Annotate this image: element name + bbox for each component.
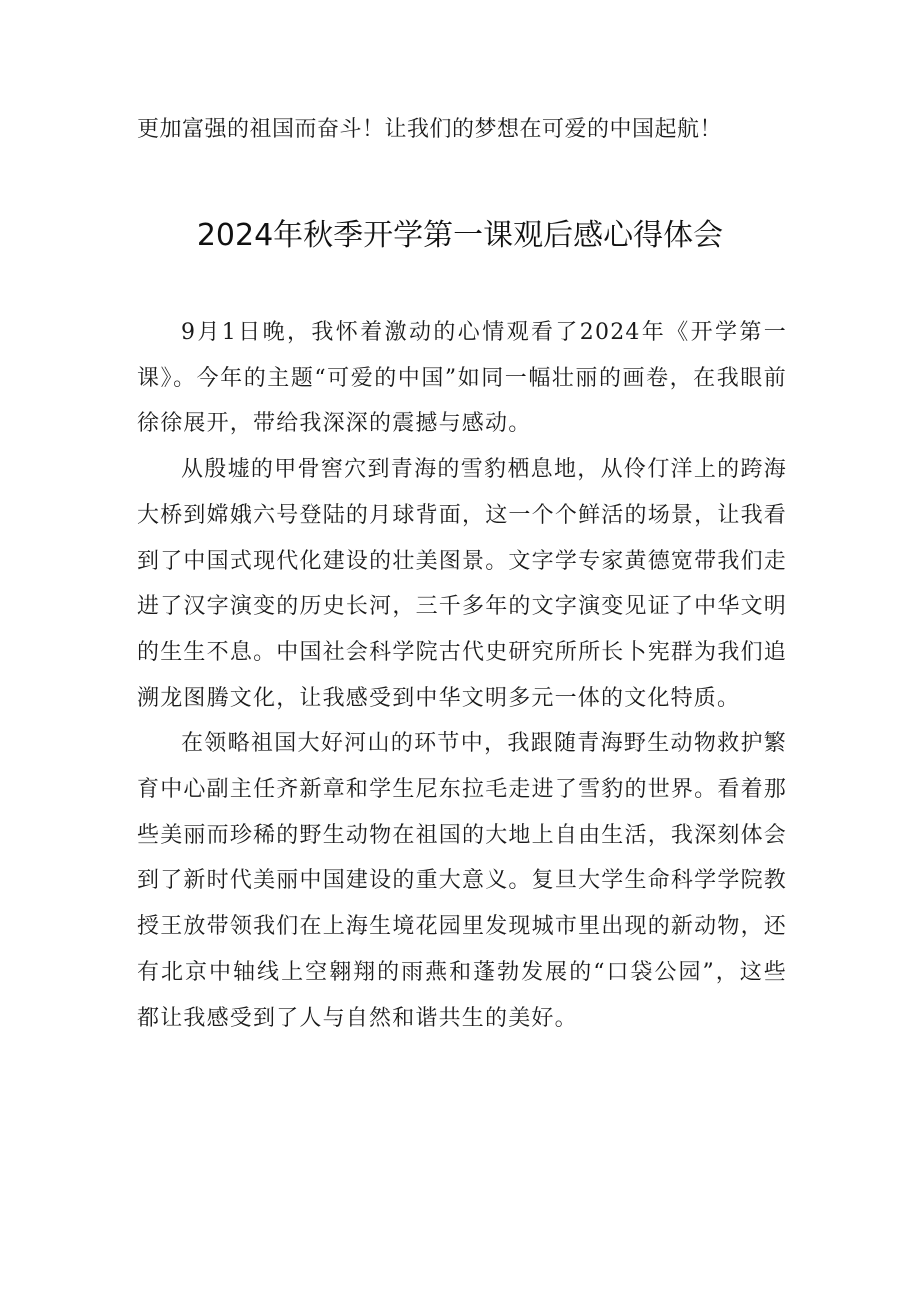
document-title: 2024年秋季开学第一课观后感心得体会 <box>196 218 724 253</box>
paragraph: 从殷墟的甲骨窖穴到青海的雪豹栖息地，从伶仃洋上的跨海大桥到嫦娥六号登陆的月球背面，这一个个鲜活的场景，让我看到了中国式现代化建设的壮美图景。文字学专家黄德宽带我们走进了汉字演变的历史长河，三千多年的文字演变见证了中华文明的生生不息。中国社会科学院古代史研究所所长卜宪群为我们追溯龙图腾文化，让我感受到中华文明多元一体的文化特质。 <box>137 457 787 711</box>
paragraph: 在领略祖国大好河山的环节中，我跟随青海野生动物救护繁育中心副主任齐新章和学生尼东拉毛走进了雪豹的世界。看着那些美丽而珍稀的野生动物在祖国的大地上自由生活，我深刻体会到了新时代美丽中国建设的重大意义。复旦大学生命科学学院教授王放带领我们在上海生境花园里发现城市里出现的新动物，还有北京中轴线上空翱翔的雨燕和蓬勃发展的“口袋公园”，这些都让我感受到了人与自然和谐共生的美好。 <box>137 731 787 1031</box>
document-body <box>137 310 787 1041</box>
continuation-text: 更加富强的祖国而奋斗！让我们的梦想在可爱的中国起航！ <box>137 117 723 142</box>
paragraph: 9月1日晚，我怀着激动的心情观看了2024年《开学第一课》。今年的主题“可爱的中国”如同一幅壮丽的画卷，在我眼前徐徐展开，带给我深深的震撼与感动。 <box>137 320 787 437</box>
